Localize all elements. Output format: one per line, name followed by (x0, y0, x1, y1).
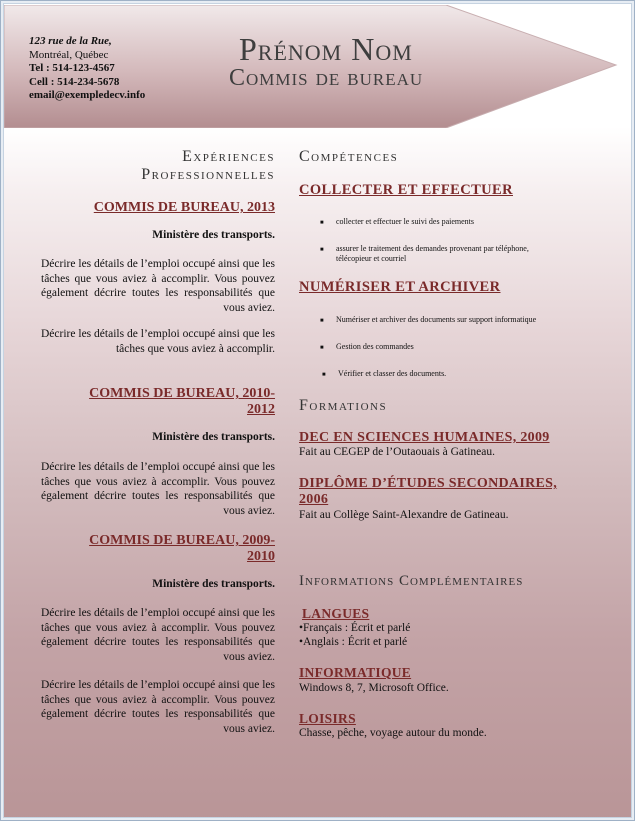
experience-heading (41, 148, 275, 184)
job-org-1: Ministère des transports. (152, 229, 275, 241)
job-desc-1b: Décrire les détails de l’emploi occupé ainsi que les tâches que vous aviez à accomplir. (41, 328, 275, 355)
job-title-2-line2: 2012 (247, 402, 275, 417)
address-line1: 123 rue de la Rue, (29, 35, 112, 47)
job-org-2: Ministère des transports. (152, 431, 275, 443)
job-title-1: COMMIS DE BUREAU, 2013 (93, 200, 275, 215)
skill-item-1: ■ collecter et effectuer le suivi des paiements (336, 217, 556, 227)
education-1-title: DEC EN SCIENCES HUMAINES, 2009 (299, 430, 550, 445)
job-desc-3b: Décrire les détails de l’emploi occupé ainsi que les tâches que vous aviez à accomplir. Vous pouvez également décrire toutes les responsabilités que vous aviez. (41, 679, 275, 735)
person-name: Prénom Nom (239, 31, 413, 67)
languages-title: LANGUES (302, 606, 370, 621)
job-title-3-line1: COMMIS DE BUREAU, 2009- (89, 533, 275, 548)
job-desc-2a: Décrire les détails de l’emploi occupé ainsi que les tâches que vous aviez à accomplir. Vous pouvez également décrire toutes les responsabilités que vous aviez. (41, 461, 275, 517)
computing-detail: Windows 8, 7, Microsoft Office. (299, 682, 449, 694)
education-2-title (299, 476, 569, 508)
skill-group-2-title: NUMÉRISER ET ARCHIVER (299, 279, 501, 295)
contact-block (29, 35, 145, 103)
skill-item-5: ■ Vérifier et classer des documents. (338, 369, 558, 379)
phone-cell: Cell : 514-234-5678 (29, 75, 120, 88)
job-org-3: Ministère des transports. (152, 578, 275, 590)
language-2: •Anglais : Écrit et parlé (299, 636, 408, 648)
job-title-2 (41, 386, 275, 418)
education-heading: Formations (299, 397, 388, 414)
hobbies-detail: Chasse, pêche, voyage autour du monde. (299, 727, 487, 739)
education-2-title-line2: 2006 (299, 492, 329, 507)
address-line2: Montréal, Québec (29, 48, 109, 61)
job-title-2-line1: COMMIS DE BUREAU, 2010- (89, 386, 275, 401)
skills-heading: Compétences (299, 148, 399, 165)
computing-title: INFORMATIQUE (299, 665, 412, 680)
job-title: Commis de bureau (229, 65, 424, 91)
experience-heading-line2: Professionnelles (141, 166, 275, 183)
skill-group-1-title: COLLECTER ET EFFECTUER (299, 182, 513, 198)
education-1-detail: Fait au CEGEP de l’Outaouais à Gatineau. (299, 446, 495, 458)
email[interactable]: email@exempledecv.info (29, 89, 146, 102)
job-desc-1a: Décrire les détails de l’emploi occupé ainsi que les tâches que vous aviez à accomplir. Vous pouvez également décrire toutes les responsabilités que vous aviez. (41, 258, 275, 314)
education-2-detail: Fait au Collège Saint-Alexandre de Gatineau. (299, 509, 509, 521)
education-2-title-line1: DIPLÔME D’ÉTUDES SECONDAIRES, (299, 476, 558, 491)
job-desc-3a: Décrire les détails de l’emploi occupé ainsi que les tâches que vous aviez à accomplir. Vous pouvez également décrire toutes les responsabilités que vous aviez. (41, 607, 275, 663)
experience-heading-line1: Expériences (182, 148, 275, 165)
info-heading: Informations Complémentaires (299, 573, 524, 589)
job-title-3 (41, 533, 275, 565)
skill-item-4: ■ Gestion des commandes (336, 342, 556, 352)
phone-tel: Tel : 514-123-4567 (29, 62, 115, 75)
skill-item-3: ■ Numériser et archiver des documents sur support informatique (336, 315, 576, 325)
job-title-3-line2: 2010 (247, 549, 275, 564)
hobbies-title: LOISIRS (299, 711, 356, 726)
skill-item-2: ■ assurer le traitement des demandes provenant par téléphone, télécopieur et courriel (336, 244, 566, 264)
language-1: •Français : Écrit et parlé (299, 622, 411, 634)
